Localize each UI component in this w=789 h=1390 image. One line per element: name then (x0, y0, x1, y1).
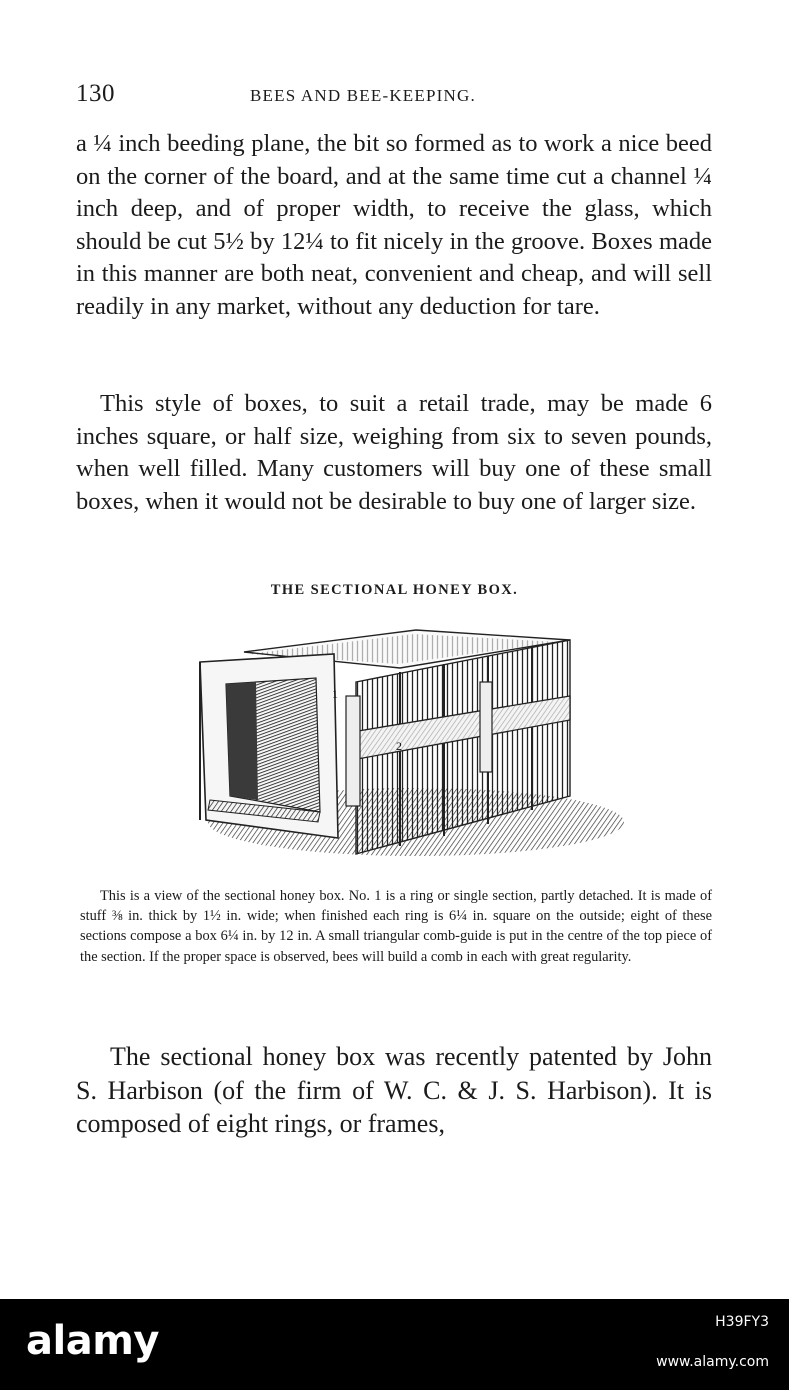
figure-caption: This is a view of the sectional honey box. No. 1 is a ring or single section, partly detached. It is made of stuff ⅜ in. thick by 1½ in. wide; when finished each ring is 6¼ in. square on the outside; eight of these sections compose a box 6¼ in. by 12 in. A small triangular comb-guide is put in the centre of the top piece of the section. If the proper space is observed, bees will build a comb in each with great regularity. (80, 888, 712, 965)
page-number: 130 (76, 80, 115, 107)
figure-title: THE SECTIONAL HONEY BOX. (270, 582, 519, 598)
paragraph-1: a ¼ inch beeding plane, the bit so formed as to work a nice beed on the corner of the board, and at the same time cut a channel ¼ inch deep, and of proper width, to receive the glass, which should be cut 5½ by 12¼ to fit nicely in the groove. Boxes made in this manner are both neat, convenient and cheap, and will sell readily in any market, without any deduction for tare. (76, 130, 712, 320)
running-head: BEES AND BEE-KEEPING. (250, 86, 476, 105)
figure-label-2: 2 (396, 739, 402, 753)
clamp-right (480, 682, 492, 772)
paragraph-2: This style of boxes, to suit a retail trade, may be made 6 inches square, or half size, weighing from six to seven pounds, when well filled. Many customers will buy one of these small boxes, when it would not be desirable to buy one of larger size. (76, 390, 712, 515)
site-url: www.alamy.com (656, 1354, 769, 1370)
figure-label-1: 1 (332, 687, 338, 701)
paragraph-3: The sectional honey box was recently patented by John S. Harbison (of the firm of W. C. & J. S. Harbison). It is composed of eight rings, or frames, (76, 1042, 712, 1138)
honey-box-illustration (186, 624, 626, 869)
image-id: H39FY3 (715, 1314, 769, 1330)
page-header (76, 80, 716, 110)
clamp-left (346, 696, 360, 806)
alamy-logo: alamy (26, 1318, 159, 1364)
